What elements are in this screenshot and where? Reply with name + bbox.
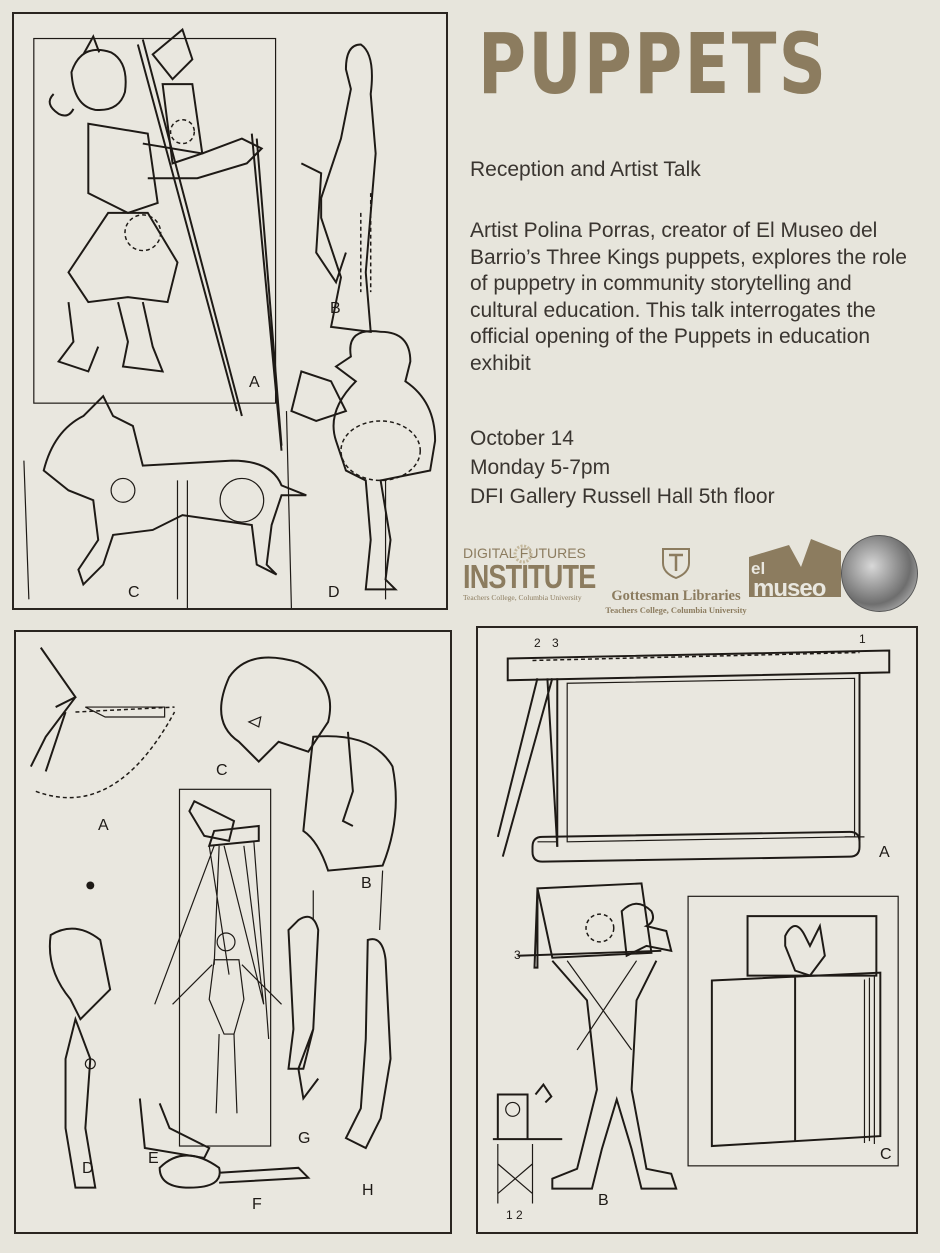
illustration-panel-top: [12, 12, 448, 610]
el-museo-logo: [749, 537, 841, 609]
event-date: October 14: [470, 427, 574, 450]
gottesman-logo: [596, 547, 756, 615]
event-details: [470, 424, 775, 511]
figure-label: A: [98, 817, 109, 834]
figure-label: B: [361, 875, 372, 892]
figure-label: B: [598, 1192, 609, 1209]
figure-label: A: [879, 844, 890, 861]
figure-label: 3: [552, 636, 559, 650]
illustration-panel-bottom-right: [476, 626, 918, 1234]
poster-title: PUPPETS: [478, 15, 829, 113]
sponsor-logos: [463, 535, 923, 615]
figure-label: E: [148, 1150, 159, 1167]
figure-label: 2: [534, 636, 541, 650]
poster-subtitle: Reception and Artist Talk: [470, 158, 701, 181]
figure-label: 1 2: [506, 1208, 523, 1222]
figure-label: D: [328, 584, 340, 601]
figure-label: 3: [514, 948, 521, 962]
figure-label: D: [82, 1160, 94, 1177]
figure-label: A: [249, 374, 260, 391]
museo-logo-word: museo: [753, 575, 826, 602]
figure-label: C: [128, 584, 140, 601]
figure-label: G: [298, 1130, 311, 1147]
puppet-illustrations-top: [14, 14, 446, 608]
figure-label: H: [362, 1182, 374, 1199]
figure-label: F: [252, 1196, 262, 1213]
figure-label: C: [216, 762, 228, 779]
dfi-logo-main: INSTITUTE: [463, 558, 596, 595]
dfi-logo-sub: Teachers College, Columbia University: [463, 593, 582, 602]
figure-label: C: [880, 1146, 892, 1163]
puppet-stage-illustrations: [478, 628, 916, 1232]
gottesman-logo-sub: Teachers College, Columbia University: [605, 605, 747, 615]
dfi-logo: [463, 545, 596, 602]
seal-logo: [841, 535, 918, 612]
gottesman-logo-main: Gottesman Libraries: [611, 588, 741, 604]
dfi-logo-top: DIGITAL FUTURES: [463, 545, 586, 561]
event-time: Monday 5-7pm: [470, 456, 611, 479]
figure-label: B: [330, 300, 341, 317]
museo-logo-el: el: [751, 559, 766, 578]
event-description: Artist Polina Porras, creator of El Museo del Barrio’s Three Kings puppets, explores the role of puppetry in community storytelling and cultural education. This talk interrogates the official opening of the Puppets in education exhibit: [470, 219, 907, 375]
illustration-panel-bottom-left: [14, 630, 452, 1234]
figure-label: 1: [859, 632, 866, 646]
event-location: DFI Gallery Russell Hall 5th floor: [470, 485, 775, 508]
shield-icon: [661, 547, 691, 579]
marionette-illustrations: [16, 632, 450, 1232]
